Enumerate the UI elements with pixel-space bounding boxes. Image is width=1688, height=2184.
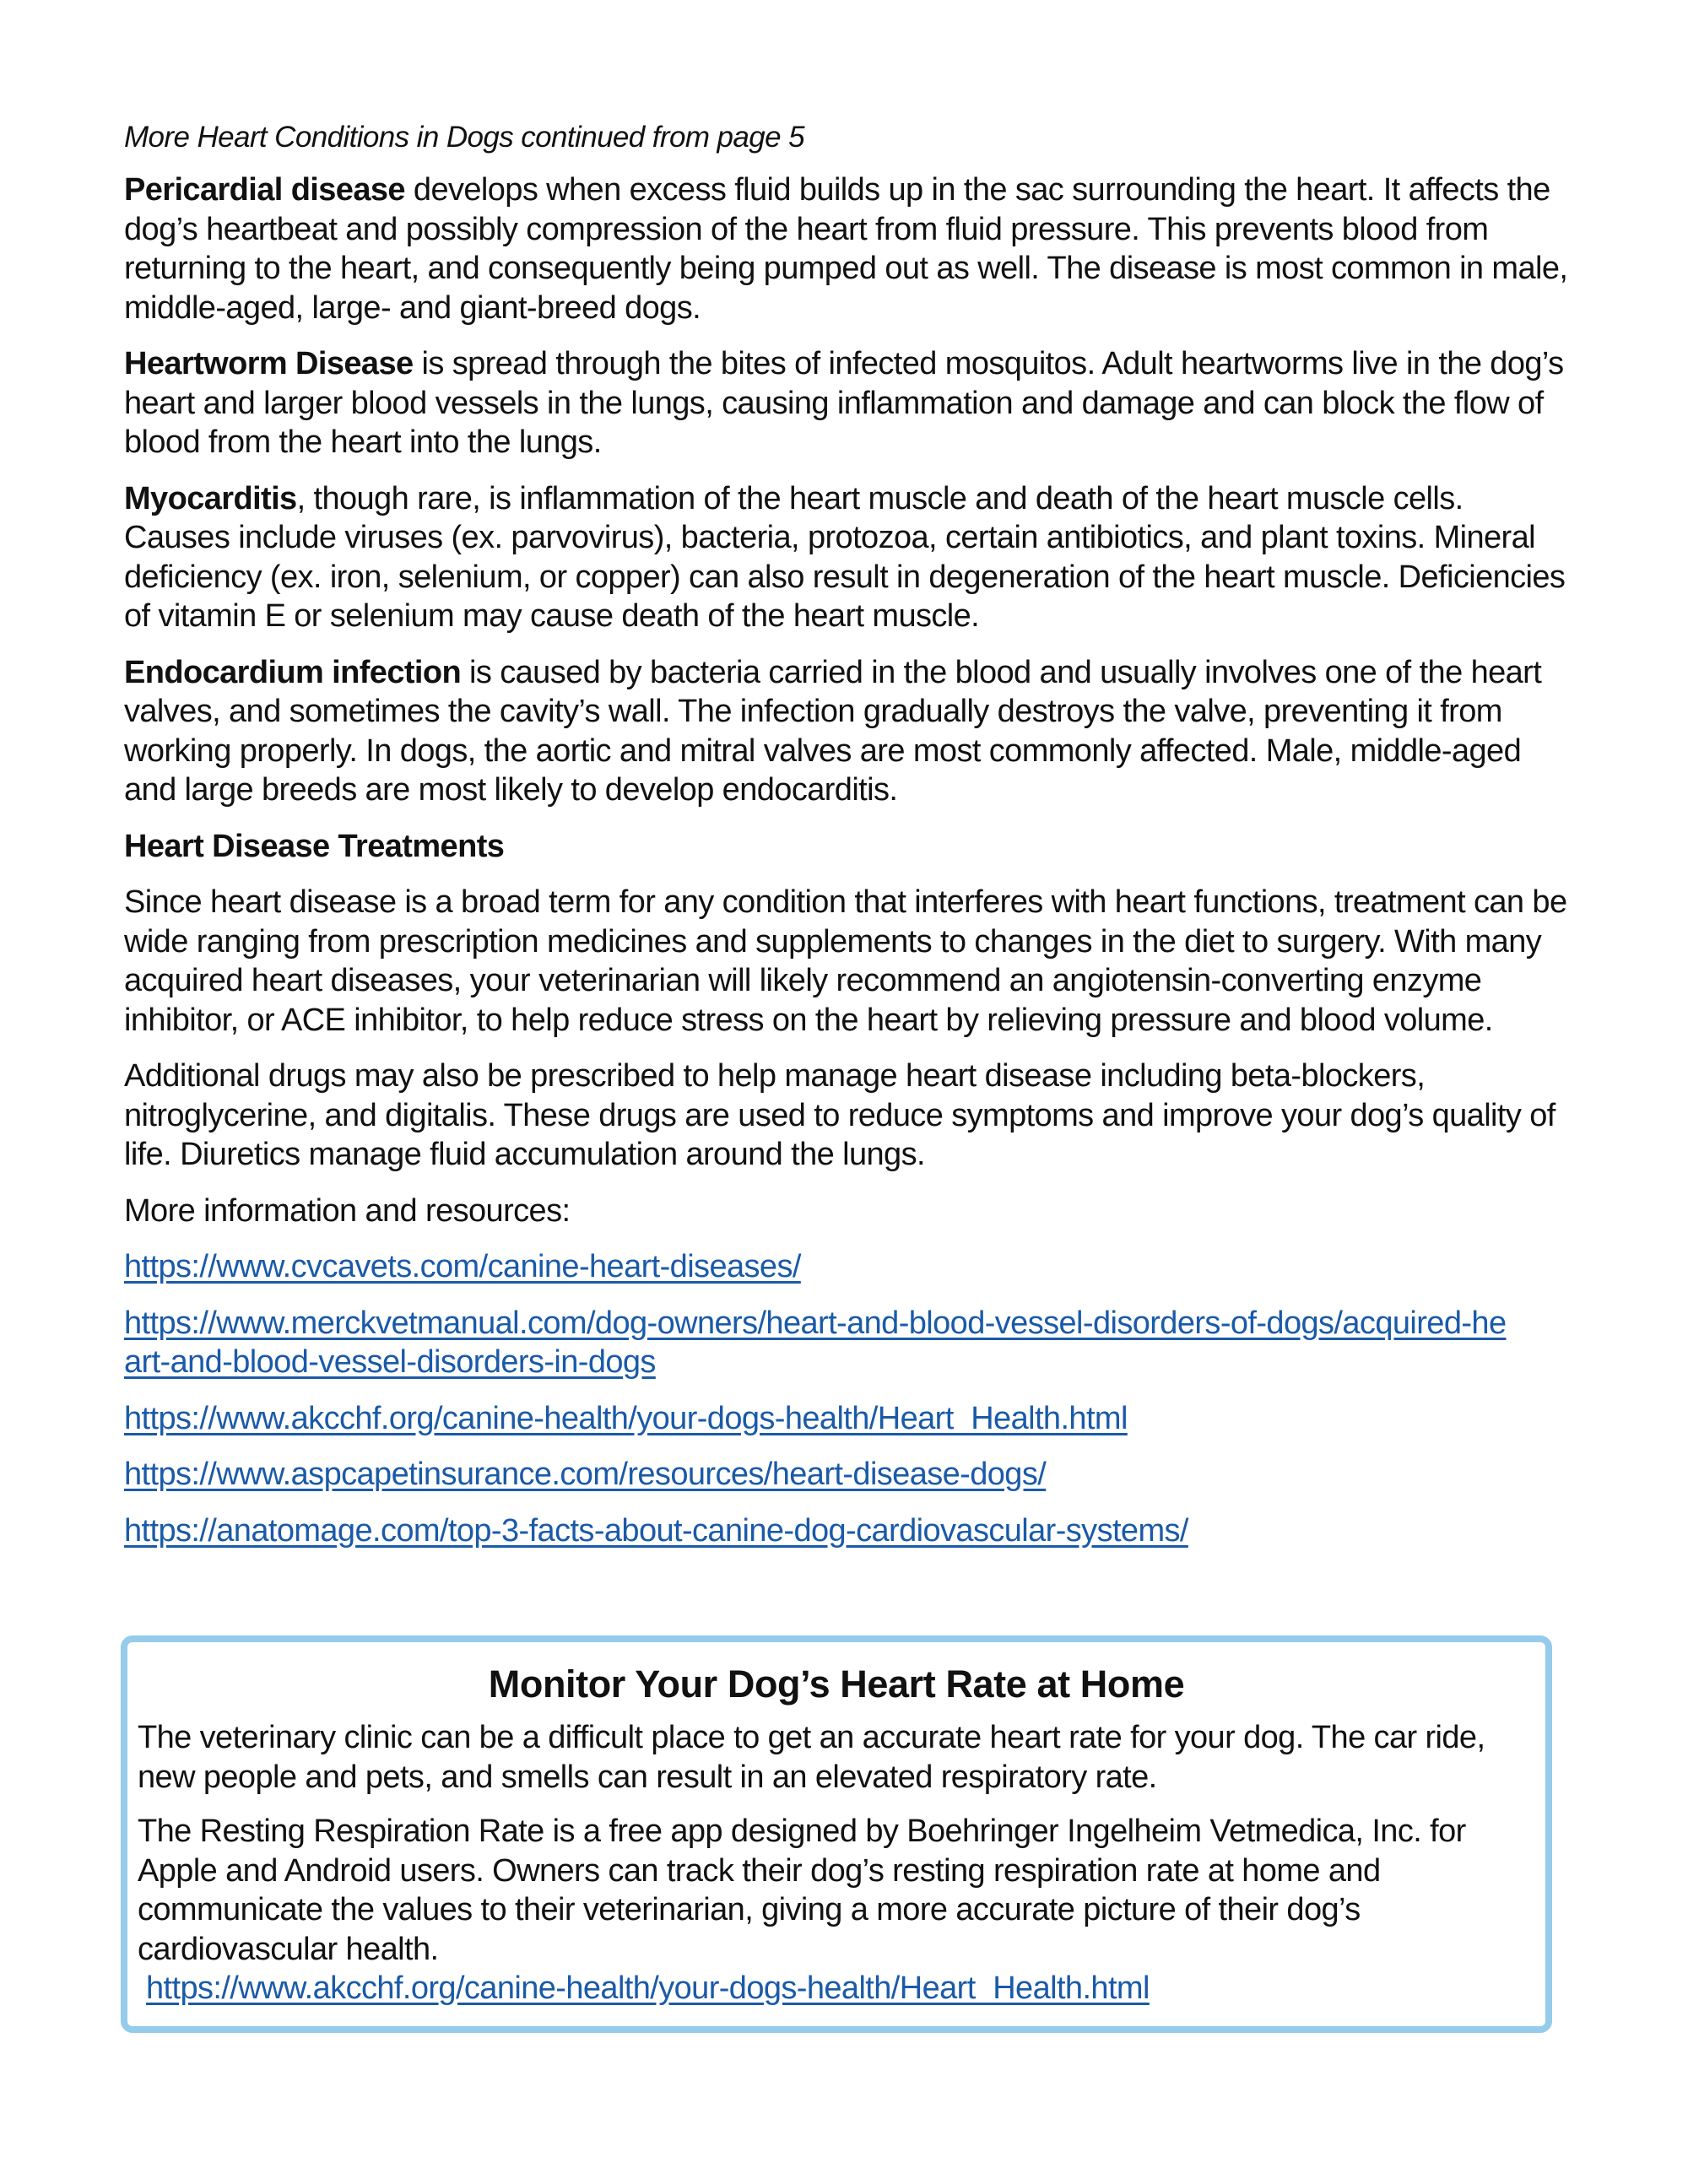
resource-link-cvcavets[interactable]: https://www.cvcavets.com/canine-heart-diseases/ xyxy=(124,1249,801,1284)
resource-link-item xyxy=(124,1399,1569,1439)
resource-link-akcchf[interactable]: https://www.akcchf.org/canine-health/your-dogs-health/Heart_Health.html xyxy=(124,1400,1128,1436)
resource-link-item xyxy=(124,1455,1569,1495)
condition-pericardial xyxy=(124,170,1569,327)
continued-note: More Heart Conditions in Dogs continued from page 5 xyxy=(124,121,804,154)
condition-term: Pericardial disease xyxy=(124,172,405,208)
resource-link-item xyxy=(124,1511,1569,1551)
callout-link-akcchf[interactable]: https://www.akcchf.org/canine-health/your-dogs-health/Heart_Health.html xyxy=(146,1970,1150,2006)
condition-endocardium xyxy=(124,653,1569,810)
resources-intro: More information and resources: xyxy=(124,1192,571,1229)
treatments-paragraph: Additional drugs may also be prescribed to help manage heart disease including beta-blockers, nitroglycerine, and digitalis. These drugs are used to reduce symptoms and improve your dog’s quality of life. Diuretics manage fluid accumulation around the lungs. xyxy=(124,1058,1555,1172)
condition-myocarditis xyxy=(124,479,1569,636)
resource-link-anatomage[interactable]: https://anatomage.com/top-3-facts-about-canine-dog-cardiovascular-systems/ xyxy=(124,1512,1188,1549)
callout-paragraph: The veterinary clinic can be a difficult place to get an accurate heart rate for your dog. The car ride, new people and pets, and smells can result in an elevated respiratory rate. xyxy=(138,1720,1485,1795)
callout-title: Monitor Your Dog’s Heart Rate at Home xyxy=(488,1662,1185,1706)
condition-term: Endocardium infection xyxy=(124,654,462,690)
condition-heartworm xyxy=(124,344,1569,462)
condition-term: Myocarditis xyxy=(124,480,297,516)
callout-box xyxy=(121,1635,1552,2033)
condition-text: is caused by bacteria carried in the blood and usually involves one of the heart valves, and sometimes the cavity’s wall. The infection gradually destroys the valve, preventing it from working properly. In dogs, the aortic and mitral valves are most commonly affected. Male, middle-aged and large breeds are most likely to develop endocarditis. xyxy=(124,654,1542,808)
resource-link-item xyxy=(124,1304,1569,1382)
treatments-heading: Heart Disease Treatments xyxy=(124,828,505,864)
condition-text: is spread through the bites of infected mosquitos. Adult heartworms live in the dog’s heart and larger blood vessels in the lungs, causing inflammation and damage and can block the flow of blood from the heart into the lungs. xyxy=(124,346,1564,460)
treatments-paragraph: Since heart disease is a broad term for any condition that interferes with heart functions, treatment can be wide ranging from prescription medicines and supplements to changes in the diet to surgery. With many acquired heart diseases, your veterinarian will likely recommend an angiotensin-converting enzyme inhibitor, or ACE inhibitor, to help reduce stress on the heart by relieving pressure and blood volume. xyxy=(124,884,1567,1038)
resource-link-merckvetmanual[interactable]: https://www.merckvetmanual.com/dog-owners/heart-and-blood-vessel-disorders-of-dogs/acquired-heart-and-blood-vessel-disorders-in-dogs xyxy=(124,1305,1507,1380)
condition-term: Heartworm Disease xyxy=(124,346,414,381)
callout-link-item xyxy=(138,1969,1535,2008)
resource-link-aspcapetinsurance[interactable]: https://www.aspcapetinsurance.com/resources/heart-disease-dogs/ xyxy=(124,1457,1047,1492)
resource-link-item xyxy=(124,1247,1569,1287)
article-body xyxy=(124,118,1569,1567)
condition-text: develops when excess fluid builds up in the sac surrounding the heart. It affects the dog’s heartbeat and possibly compression of the heart from fluid pressure. This prevents blood from returning to the heart, and consequently being pumped out as well. The disease is most common in male, middle-aged, large- and giant-breed dogs. xyxy=(124,172,1568,326)
condition-text: , though rare, is inflammation of the heart muscle and death of the heart muscle cells. Causes include viruses (ex. parvovirus), bacteria, protozoa, certain antibiotics, and plant toxins. Mineral deficiency (ex. iron, selenium, or copper) can also result in degeneration of the heart muscle. Deficiencies of vitamin E or selenium may cause death of the heart muscle. xyxy=(124,480,1566,634)
callout-paragraph: The Resting Respiration Rate is a free app designed by Boehringer Ingelheim Vetmedica, Inc. for Apple and Android users. Owners can track their dog’s resting respiration rate at home and communicate the values to their veterinarian, giving a more accurate picture of their dog’s cardiovascular health. xyxy=(138,1814,1466,1967)
